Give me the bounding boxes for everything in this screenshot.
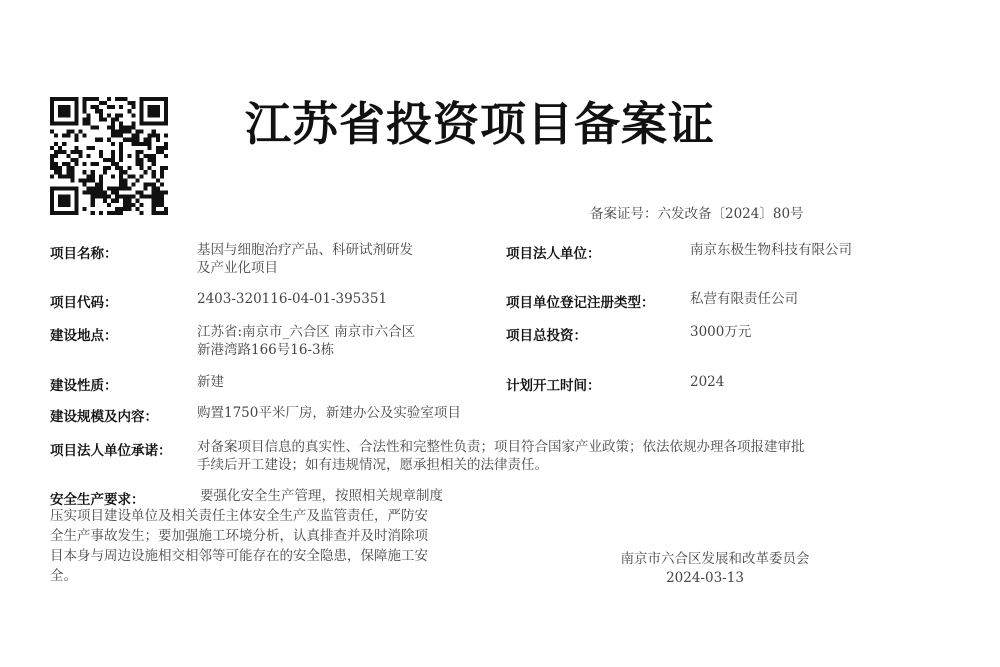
commitment-line-1: 对备案项目信息的真实性、合法性和完整性负责；项目符合国家产业政策；依法依规办理各项报建审批 xyxy=(197,439,805,455)
project-code-value: 2403-320116-04-01-395351 xyxy=(197,291,388,307)
location-value xyxy=(197,323,415,359)
safety-line-4: 目本身与周边设施相交相邻等可能存在的安全隐患，保障施工安 xyxy=(50,548,428,564)
qr-code-icon xyxy=(50,97,168,215)
location-label: 建设地点： xyxy=(50,328,118,344)
project-name-value xyxy=(197,241,413,277)
planned-start-label: 计划开工时间： xyxy=(506,378,601,394)
total-investment-value: 3000万元 xyxy=(690,324,752,340)
project-code-label: 项目代码： xyxy=(50,295,118,311)
issue-date: 2024-03-13 xyxy=(666,570,744,586)
project-name-label: 项目名称： xyxy=(50,246,118,262)
qr-code-graphic xyxy=(50,97,168,215)
commitment-line-2: 手续后开工建设；如有违规情况，愿承担相关的法律责任。 xyxy=(197,457,548,473)
scale-value: 购置1750平米厂房，新建办公及实验室项目 xyxy=(197,405,461,421)
commitment-value xyxy=(197,438,805,474)
safety-line-3: 全生产事故发生；要加强施工环境分析，认真排查并及时消除项 xyxy=(50,528,428,544)
legal-entity-value: 南京东极生物科技有限公司 xyxy=(690,242,852,258)
document-title: 江苏省投资项目备案证 xyxy=(245,97,715,151)
registration-type-label: 项目单位登记注册类型： xyxy=(506,295,655,311)
location-line-1: 江苏省:南京市_六合区 南京市六合区 xyxy=(197,324,416,340)
qr-modules xyxy=(50,97,168,215)
issuer-name: 南京市六合区发展和改革委员会 xyxy=(620,551,810,567)
safety-label: 安全生产要求： xyxy=(50,492,145,508)
nature-value: 新建 xyxy=(197,374,224,390)
certificate-number: 备案证号：六发改备〔2024〕80号 xyxy=(590,206,804,222)
scale-label: 建设规模及内容： xyxy=(50,409,158,425)
total-investment-label: 项目总投资： xyxy=(506,328,587,344)
planned-start-value: 2024 xyxy=(690,374,725,390)
safety-value xyxy=(50,486,490,586)
safety-line-5: 全。 xyxy=(50,568,77,584)
project-name-line-1: 基因与细胞治疗产品、科研试剂研发 xyxy=(197,242,413,258)
location-line-2: 新港湾路166号16-3栋 xyxy=(197,342,335,358)
legal-entity-label: 项目法人单位： xyxy=(506,246,601,262)
registration-type-value: 私营有限责任公司 xyxy=(690,291,798,307)
commitment-label: 项目法人单位承诺： xyxy=(50,443,172,459)
project-name-line-2: 及产业化项目 xyxy=(197,260,278,276)
safety-line-2: 压实项目建设单位及相关责任主体安全生产及监管责任，严防安 xyxy=(50,508,428,524)
safety-line-1: 要强化安全生产管理，按照相关规章制度 xyxy=(200,488,443,504)
nature-label: 建设性质： xyxy=(50,378,118,394)
